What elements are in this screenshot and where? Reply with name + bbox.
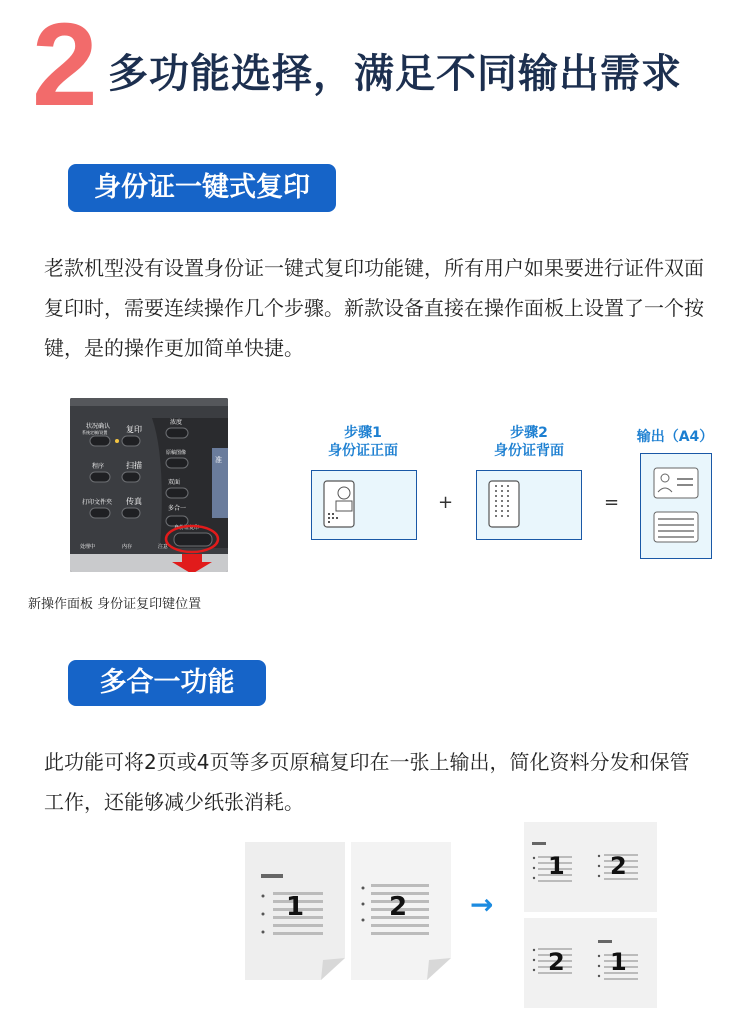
step-2-title <box>474 424 584 460</box>
nup-paragraph: 此功能可将2页或4页等多页原稿复印在一张上输出，简化资料分发和保管工作，还能够减少纸张消耗。 <box>44 750 690 814</box>
step-1-title <box>308 424 418 460</box>
original-page-1-number: 1 <box>286 892 305 922</box>
panel-id-copy-key-label: 身份证复印 <box>174 525 200 531</box>
output-bottom-number-1: 2 <box>548 948 565 976</box>
panel-copy-label: 复印 <box>126 425 142 434</box>
section-title: 多功能选择，满足不同输出需求 <box>108 51 682 97</box>
panel-density-label: 浓度 <box>170 419 183 426</box>
panel-scan-label: 扫描 <box>126 461 142 470</box>
plus-sign: + <box>438 492 454 513</box>
original-page-1 <box>243 840 349 982</box>
panel-status-label: 状况确认 <box>86 423 111 430</box>
panel-print-file-label: 打印文件夹 <box>82 499 113 506</box>
output-a4-box <box>640 453 712 559</box>
original-page-2 <box>349 840 455 982</box>
panel-caption: 新操作面板 身份证复印键位置 <box>28 597 202 612</box>
panel-status-sub-label: 系统定制/设置 <box>82 430 108 435</box>
output-top-number-2: 2 <box>610 852 627 880</box>
id-copy-label: 身份证一键式复印 <box>68 164 336 212</box>
step-1-box <box>311 470 417 540</box>
arrow-icon: → <box>470 888 494 921</box>
section-number: 2 <box>32 0 98 131</box>
panel-processing-label: 处理中 <box>80 544 96 550</box>
id-card-front-icon <box>312 471 416 539</box>
id-card-back-icon <box>477 471 581 539</box>
output-bottom-number-2: 1 <box>610 948 627 976</box>
output-label: 输出（A4） <box>636 429 714 445</box>
step-2-box <box>476 470 582 540</box>
panel-print-label: 程序 <box>92 463 105 470</box>
control-panel-photo <box>70 398 228 572</box>
panel-attention-label: 注意 <box>158 544 169 550</box>
output-top-number-1: 1 <box>548 852 565 880</box>
svg-text:准: 准 <box>215 456 222 464</box>
output-sheet-bottom <box>524 918 657 1008</box>
output-sheet-top <box>524 822 657 912</box>
nup-label: 多合一功能 <box>68 660 266 706</box>
output-a4-page-icon <box>641 454 711 558</box>
panel-image-label: 原稿图像 <box>166 450 187 456</box>
step-1-subtitle: 身份证正面 <box>328 443 398 459</box>
panel-memory-label: 内存 <box>122 544 133 550</box>
step-1-label: 步骤1 <box>344 425 382 441</box>
original-page-2-number: 2 <box>389 892 408 922</box>
step-2-label: 步骤2 <box>510 425 548 441</box>
id-copy-paragraph: 老款机型没有设置身份证一键式复印功能键，所有用户如果要进行证件双面复印时，需要连续操作几个步骤。新款设备直接在操作面板上设置了一个按键，是的操作更加简单快捷。 <box>44 256 704 360</box>
equals-sign: = <box>604 492 620 513</box>
panel-nup-label: 多合一 <box>168 505 187 512</box>
step-2-subtitle: 身份证背面 <box>494 443 564 459</box>
panel-duplex-label: 双面 <box>168 479 181 486</box>
panel-fax-label: 传真 <box>126 497 142 506</box>
